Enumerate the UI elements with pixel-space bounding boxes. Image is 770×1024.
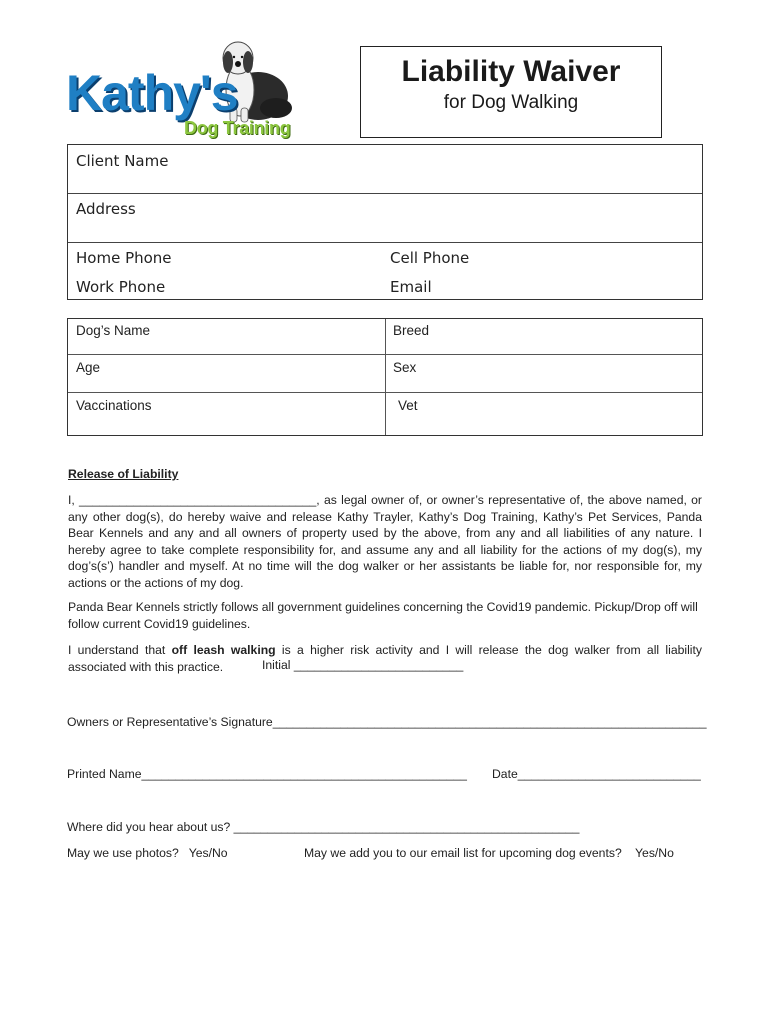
age-label: Age xyxy=(76,360,101,375)
work-phone-label: Work Phone xyxy=(76,278,166,296)
release-paragraph-1: I, ___________________________________, as legal owner of, or owner’s representative of, the above named, or any other dog(s), do hereby waive and release Kathy Trayler, Kathy’s Dog Training, Kathy’s Pet Services, Panda Bear Kennels and any and all owners of property used by the above, from any and all liabilities of any nature. I hereby agree to take complete responsibility for, and assume any and all liability for the actions of my dog(s), my dog’s(s’) handler and myself. At no time will the dog walker or her assistants be liable for, nor responsible for, my actions or the actions of my dog. xyxy=(68,493,702,590)
page-title: Liability Waiver xyxy=(401,55,621,88)
column-divider xyxy=(385,319,386,435)
logo-brand-text: Kathy's xyxy=(66,65,238,121)
initial-field[interactable]: Initial _________________________ xyxy=(262,658,464,672)
company-logo xyxy=(64,38,300,150)
release-heading: Release of Liability xyxy=(68,467,179,481)
photos-permission-question[interactable]: May we use photos? Yes/No xyxy=(67,846,228,860)
client-name-label: Client Name xyxy=(76,152,169,170)
dog-info-table xyxy=(67,318,703,436)
email-label: Email xyxy=(390,278,432,296)
divider xyxy=(68,242,702,243)
paragraph-3-text-a: I understand that xyxy=(68,643,172,657)
divider xyxy=(68,193,702,194)
cell-phone-label: Cell Phone xyxy=(390,249,470,267)
divider xyxy=(68,392,702,393)
release-paragraph-2: Panda Bear Kennels strictly follows all government guidelines concerning the Covid19 pandemic. Pickup/Drop off will follow current Covid19 guidelines. xyxy=(68,600,698,631)
logo-subtitle-text: Dog Training xyxy=(184,118,291,138)
printed-name-field[interactable]: Printed Name________________________________________________ xyxy=(67,767,467,781)
vet-label: Vet xyxy=(398,398,418,413)
sex-label: Sex xyxy=(393,360,417,375)
hear-about-us-field[interactable]: Where did you hear about us? ___________________________________________________ xyxy=(67,820,580,834)
paragraph-3-text-b: is a higher risk activity and I will release the dog walker from all liability associated with this practice. xyxy=(68,643,702,674)
divider xyxy=(68,354,702,355)
client-info-table xyxy=(67,144,703,300)
email-list-question[interactable]: May we add you to our email list for upcoming dog events? Yes/No xyxy=(304,846,674,860)
date-field[interactable]: Date___________________________ xyxy=(492,767,701,781)
home-phone-label: Home Phone xyxy=(76,249,172,267)
breed-label: Breed xyxy=(393,323,430,338)
address-label: Address xyxy=(76,200,136,218)
vaccinations-label: Vaccinations xyxy=(76,398,152,413)
page-subtitle: for Dog Walking xyxy=(443,92,579,113)
owner-signature-field[interactable]: Owners or Representative’s Signature________________________________________________________________ xyxy=(67,715,707,729)
title-box xyxy=(360,46,662,138)
off-leash-emphasis: off leash walking xyxy=(171,643,276,657)
dogs-name-label: Dog’s Name xyxy=(76,323,151,338)
